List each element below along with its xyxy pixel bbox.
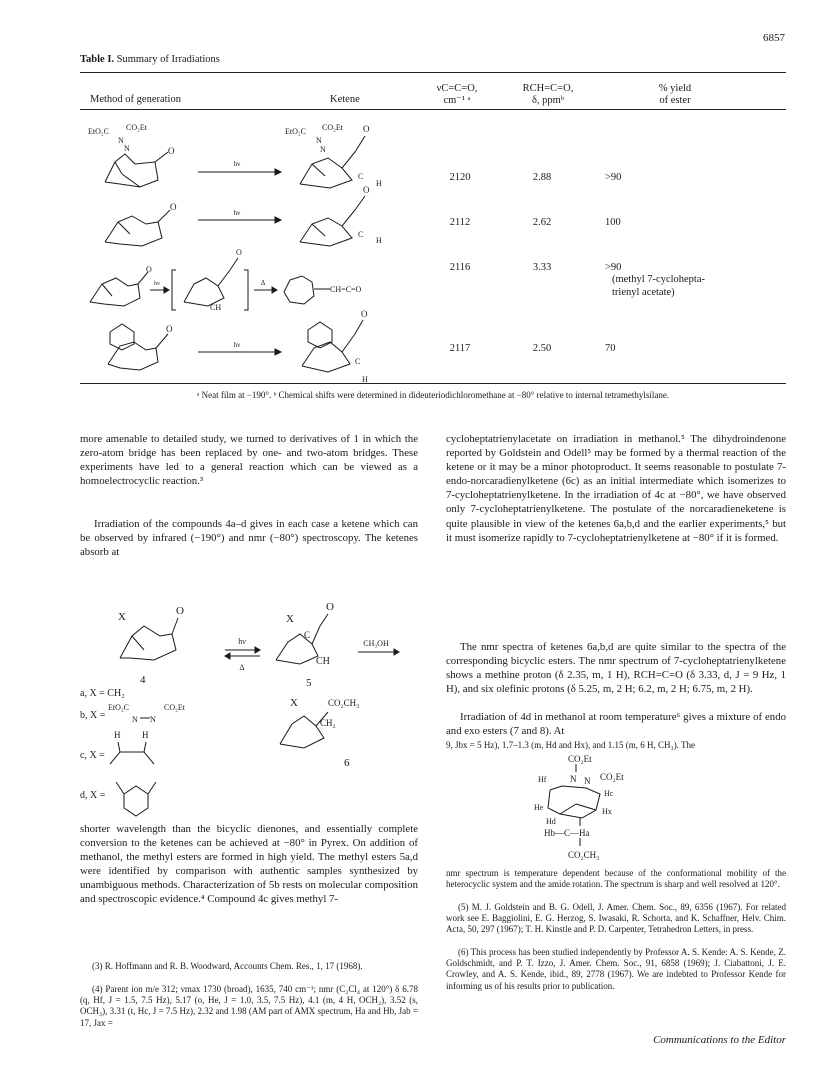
row3-delta: Δ	[260, 279, 266, 287]
row3-o: O	[146, 265, 152, 274]
sub-a: a, X = CH₂	[80, 688, 125, 699]
row2-shift: 2.62	[532, 217, 552, 228]
scheme-hv: hν	[238, 637, 246, 646]
sub-d: d, X =	[80, 790, 106, 801]
row4-reactant	[108, 324, 173, 370]
table-header-rule	[80, 109, 786, 110]
left-paragraph-1: more amenable to detailed study, we turned to derivatives of 1 in which the zero-atom bridge has been replaced by one- and two-atom bridges. These experiments have led to a general reaction which can be viewed as a homoelectrocyclic reaction.³	[80, 433, 418, 488]
c9-hb-c-ha: Hb—C—Ha	[544, 828, 590, 838]
compound-6	[280, 697, 359, 769]
comp5-number: 5	[306, 677, 312, 689]
row3-yield: >90	[605, 262, 622, 273]
comp6-co2ch3: CO₂CH₃	[328, 698, 360, 708]
substituent-list	[80, 688, 186, 816]
right-paragraph-3: Irradiation of 4d in methanol at room temperature⁶ gives a mixture of endo and exo esters (7 and 8). At	[446, 711, 786, 738]
right-paragraph-1: cycloheptatrienylacetate on irradiation in methanol.⁵ The dihydroindenone reported by Goldstein and Odell⁵ may be formed by a thermal reaction of the ketene or it may be a minor photoproduct. It seems reasonable to postulate 7-endo-norcaradienylketene (6c) as an initial intermediate which isomerizes to 7-cycloheptatrienylketene. In the irradiation of 4c at −80°, we have observed only 7-cycloheptatrienylketene. The postulate of the norcaradieneketene is quite plausible in view of the ketenes 6a,b,d and the earlier experiments,⁵ but it must isomerize rapidly to 7-cycloheptatrienylketene at −80° if it is formed.	[446, 433, 786, 544]
header-frequency-line2: cm⁻¹ ᵃ	[443, 95, 471, 106]
row3-ch-ketene: CH=C=O	[330, 285, 362, 294]
journal-section-footer: Communications to the Editor	[653, 1034, 786, 1046]
comp4-number: 4	[140, 674, 146, 686]
row4-o: O	[166, 324, 173, 334]
row1-p-n2: N	[320, 145, 326, 154]
comp5-c: C	[304, 630, 311, 640]
row4-p-c: C	[355, 357, 361, 366]
table-footnote: ᵃ Neat film at −190°. ᵇ Chemical shifts were determined in dideuteriodichloromethane at −80° relative to internal tetramethylsilane.	[196, 390, 670, 400]
c9-co2ch3: CO₂CH₃	[568, 850, 600, 860]
c9-hd: Hd	[546, 817, 556, 826]
row4-p-h: H	[362, 375, 368, 384]
header-shift	[498, 83, 598, 107]
header-frequency	[412, 83, 502, 107]
table-bottom-rule	[80, 383, 786, 384]
row2-product	[300, 185, 382, 246]
scheme-compounds	[80, 598, 420, 830]
reference-4: (4) Parent ion m/e 312; νmax 1730 (broad), 1635, 740 cm⁻¹; nmr (C₂Cl₄ at 120°) δ 6.78 (q, Hf, J = 1.5, 7.5 Hz), 5.17 (o, He, J = 1.0, 3.5, 7.5 Hz), 4.1 (m, 4 H, OCH₂), 3.52 (s, OCH₃), 3.31 (t, Hc, J = 7.5 Hz), 2.32 and 1.98 (AM part of AMX spectrum, Ha and Hb, Jab = 17, Jax =	[80, 984, 418, 1028]
table-title	[80, 54, 220, 65]
row1-n1: N	[118, 136, 124, 145]
c9-n1: N	[570, 774, 577, 784]
table-top-rule	[80, 72, 786, 73]
row4-arrow	[198, 341, 281, 355]
row2-frequency: 2112	[449, 217, 471, 228]
sub-b-n1: N	[132, 715, 138, 724]
row3-frequency: 2116	[449, 262, 471, 273]
header-yield-line2: of ester	[659, 95, 691, 106]
row2-o: O	[170, 202, 177, 212]
table-structures	[80, 112, 420, 392]
row1-p-h: H	[376, 179, 382, 188]
sub-b-etoc: EtO₂C	[108, 703, 130, 712]
sub-c-h1: H	[114, 730, 121, 740]
sub-b: b, X =	[80, 710, 106, 721]
header-method: Method of generation	[90, 94, 181, 105]
row4-p-o: O	[361, 309, 368, 319]
c9-hc: Hc	[604, 789, 614, 798]
left-paragraph-3: shorter wavelength than the bicyclic dienones, and essentially complete conversion to the ketenes can be achieved at −80° in Pyrex. On addition of methanol, the methyl esters are formed in high yield. The methyl esters 5a,d were identified by comparison with authentic samples synthesized by unambiguous methods. Characterization of 5b rests on molecular composition and spectroscopic evidence.⁴ Compound 4c gives methyl 7-	[80, 823, 418, 906]
row2-arrow	[198, 209, 281, 223]
scheme-delta: Δ	[239, 663, 245, 672]
header-shift-line2: δ, ppmᵇ	[531, 95, 565, 106]
row2-reactant	[105, 202, 177, 246]
left-paragraph-2: Irradiation of the compounds 4a–d gives in each case a ketene which can be observed by infrared (−190°) and nmr (−80°) spectroscopy. The ketenes absorb at	[80, 518, 418, 559]
sub-c: c, X =	[80, 750, 105, 761]
row3-hv: hν	[154, 281, 160, 287]
reference-5: (5) M. J. Goldstein and B. G. Odell, J. Amer. Chem. Soc., 89, 6356 (1967). For related work see E. Baggiolini, E. G. Herzog, S. Iwasaki, R. Schorta, and K. Schaffner, Helv. Chim. Acta, 50, 297 (1967); T. H. Kinstle and P. D. Carpenter, Tetrahedron Letters, in press.	[446, 902, 786, 935]
header-ketene: Ketene	[330, 94, 360, 105]
scheme-ch3oh: CH₃OH	[363, 639, 389, 648]
row1-o: O	[168, 146, 175, 156]
c9-n2: N	[584, 776, 591, 786]
row3-reactant	[90, 248, 361, 312]
row1-n2: N	[124, 144, 130, 153]
compound-4	[118, 605, 184, 686]
row2-p-c: C	[358, 230, 364, 239]
reference-4-end: nmr spectrum is temperature dependent because of the conformational mobility of the heterocyclic system and the amide rotation. The spectrum is sharp and well resolved at 120°.	[446, 868, 786, 890]
sub-c-h2: H	[142, 730, 149, 740]
header-shift-line1: RCH=C=O,	[522, 83, 574, 94]
comp6-ch2: CH₂	[320, 718, 336, 728]
row1-yield: >90	[605, 172, 622, 183]
row1-p-c: C	[358, 172, 364, 181]
row2-yield: 100	[605, 217, 621, 228]
row1-product	[285, 123, 382, 188]
methanol-arrow	[358, 639, 399, 655]
page-number: 6857	[763, 32, 785, 44]
row4-yield: 70	[605, 343, 616, 354]
right-paragraph-2: The nmr spectra of ketenes 6a,b,d are quite similar to the spectra of the corresponding bicyclic esters. The nmr spectrum of 7-cycloheptatrienylketene shows a methine proton (δ 2.35, m, 1 H), RCH=C=O (δ 3.33, d, J = 9 Hz, 1 H), and six olefinic protons (δ 5.25, m, 2 H; 6.2, m, 2 H; 6.75, m, 2 H).	[446, 641, 786, 696]
c9-he: He	[534, 803, 544, 812]
table-title-text: Summary of Irradiations	[116, 54, 220, 65]
row1-hv: hν	[233, 160, 241, 168]
row1-p-etoc: EtO₂C	[285, 127, 307, 136]
comp6-x: X	[290, 697, 298, 709]
c9-co2et-right: CO₂Et	[600, 772, 624, 782]
c9-co2et-top: CO₂Et	[568, 754, 592, 764]
row4-frequency: 2117	[449, 343, 471, 354]
row1-arrow	[198, 160, 281, 175]
compound-9-structure	[520, 752, 700, 864]
table-title-label: Table I.	[80, 54, 115, 65]
row4-product	[302, 309, 368, 384]
row1-reactant	[88, 123, 175, 187]
row2-hv: hν	[233, 209, 241, 217]
row4-shift: 2.50	[532, 343, 552, 354]
c9-hf: Hf	[538, 775, 547, 784]
row1-co2et: CO₂Et	[126, 123, 148, 132]
compound-5	[276, 601, 334, 689]
comp6-number: 6	[344, 757, 350, 769]
sub-b-co2et: CO₂Et	[164, 703, 186, 712]
c9-hx: Hx	[602, 807, 612, 816]
comp5-ch: CH	[316, 656, 330, 667]
comp4-o: O	[176, 605, 184, 617]
comp5-x: X	[286, 613, 294, 625]
row3-ch: CH	[210, 303, 222, 312]
row1-p-co2et: CO₂Et	[322, 123, 344, 132]
scheme-arrows	[225, 637, 260, 672]
reference-3: (3) R. Hoffmann and R. B. Woodward, Accounts Chem. Res., 1, 17 (1968).	[92, 961, 363, 971]
header-frequency-line1: νC=C=O,	[436, 83, 478, 94]
row3-o2: O	[236, 248, 242, 257]
row1-shift: 2.88	[532, 172, 552, 183]
reference-6: (6) This process has been studied independently by Professor A. S. Kende: A. S. Kende, Z. Goldschmidt, and P. T. Izzo, J. Amer. Chem. Soc., 91, 6858 (1969); J. Ciabattoni, J. E. Crowley, and A. S. Kende, ibid., 89, 2778 (1967). We are indebted to Professor Kende for informing us of his results prior to publication.	[446, 947, 786, 991]
row4-hv: hν	[233, 341, 241, 349]
sub-b-n2: N	[150, 715, 156, 724]
row1-frequency: 2120	[449, 172, 471, 183]
row1-etoc: EtO₂C	[88, 127, 110, 136]
comp5-o: O	[326, 601, 334, 613]
row2-p-o: O	[363, 185, 370, 195]
row2-p-h: H	[376, 236, 382, 245]
header-yield	[625, 83, 725, 107]
reference-4-continued: 9, Jbx = 5 Hz), 1.7–1.3 (m, Hd and Hx), and 1.15 (m, 6 H, CH₃). The	[446, 740, 696, 750]
row3-shift: 3.33	[532, 262, 552, 273]
row1-p-o: O	[363, 124, 370, 134]
row3-yield-note: (methyl 7-cyclohepta- trienyl acetate)	[612, 274, 706, 298]
row1-p-n1: N	[316, 136, 322, 145]
comp4-x: X	[118, 611, 126, 623]
header-yield-line1: % yield	[658, 83, 692, 94]
